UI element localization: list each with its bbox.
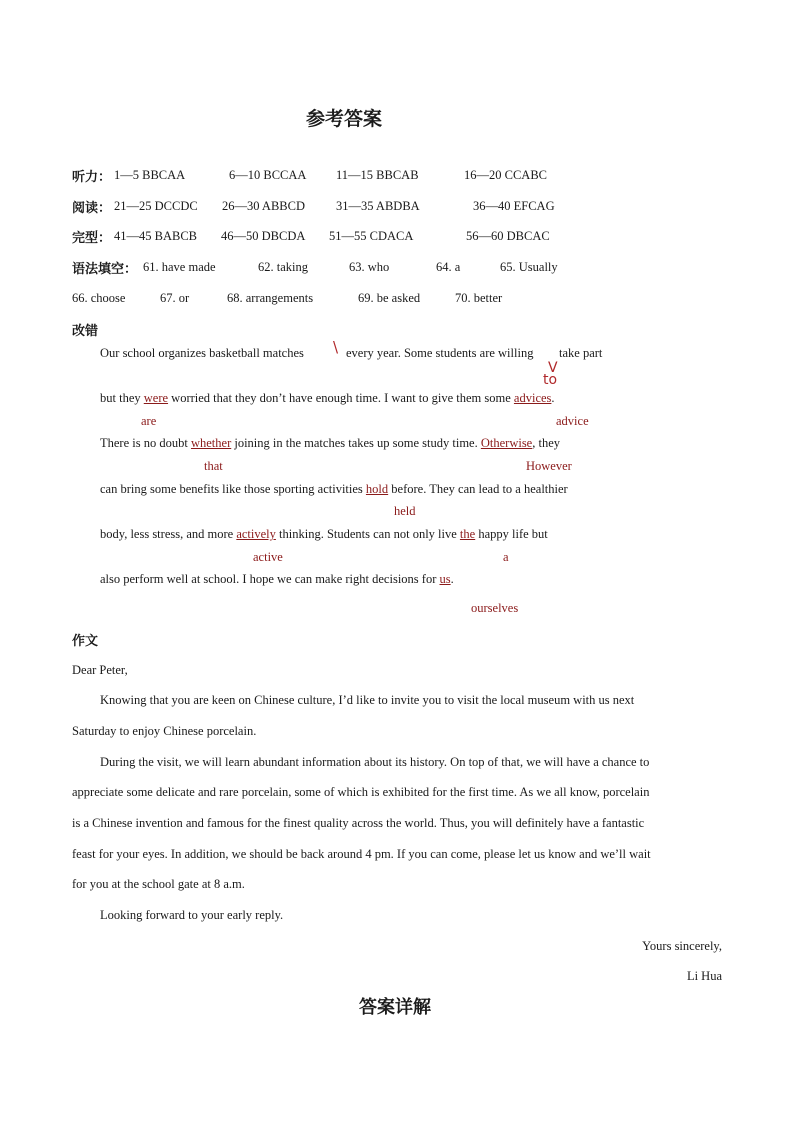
grammar-item: 70. better <box>455 291 503 305</box>
correction-word: are <box>141 414 157 428</box>
correction-line-text: . <box>551 391 555 405</box>
correction-line-text: body, less stress, and more <box>100 527 234 541</box>
section-title: 答案详解 <box>359 997 431 1018</box>
correction-line-text: thinking. Students can not only live <box>279 527 457 541</box>
correction-word: active <box>253 550 283 564</box>
grammar-item: 66. choose <box>72 291 126 305</box>
error-word: hold <box>365 482 389 496</box>
grammar-item: 64. a <box>436 260 461 274</box>
correction-line-text: before. They can lead to a healthier <box>391 482 568 496</box>
cloze-label: 完型： <box>72 231 112 246</box>
correction-word: that <box>204 459 223 473</box>
grammar-item: 69. be asked <box>358 291 421 305</box>
correction-heading: 改错 <box>72 324 99 339</box>
essay-line: feast for your eyes. In addition, we should be back around 4 pm. If you can come, please let us know and we’ll wait <box>72 847 651 861</box>
error-word: advices <box>513 391 552 405</box>
grammar-item: 61. have made <box>143 260 216 274</box>
correction-line-6 <box>100 572 454 587</box>
listening-group: 16—20 CCABC <box>464 168 548 182</box>
essay-line: for you at the school gate at 8 a.m. <box>72 877 245 891</box>
essay-line: During the visit, we will learn abundant information about its history. On top of that, we will have a chance to <box>100 755 650 769</box>
cloze-group: 51—55 CDACA <box>329 229 414 243</box>
grammar-item: 63. who <box>349 260 390 274</box>
correction-line-text: can bring some benefits like those sporting activities <box>100 482 363 496</box>
essay-line: Saturday to enjoy Chinese porcelain. <box>72 724 257 738</box>
correction-line-text: worried that they don’t have enough time. I want to give them some <box>171 391 511 405</box>
essay-closing: Yours sincerely, <box>642 939 722 953</box>
grammar-item: 62. taking <box>258 260 308 274</box>
delete-mark: \ <box>333 338 339 356</box>
reading-group: 26—30 ABBCD <box>222 199 306 213</box>
correction-line-text: Our school organizes basketball matches <box>100 346 304 360</box>
grammar-item: 65. Usually <box>500 260 558 274</box>
correction-line-4 <box>100 482 568 497</box>
page-title: 参考答案 <box>306 108 383 130</box>
correction-word: ourselves <box>471 601 519 615</box>
correction-line-text: but they <box>100 391 141 405</box>
error-word: actively <box>236 527 276 541</box>
cloze-group: 41—45 BABCB <box>114 229 198 243</box>
reading-group: 21—25 DCCDC <box>114 199 198 213</box>
reading-label: 阅读： <box>72 201 112 216</box>
grammar-item: 67. or <box>160 291 190 305</box>
insert-mark: V <box>548 360 558 376</box>
listening-label: 听力： <box>72 170 112 185</box>
correction-line-text: There is no doubt <box>100 436 188 450</box>
cloze-group: 46—50 DBCDA <box>221 229 306 243</box>
error-word: were <box>143 391 169 405</box>
listening-group: 11—15 BBCAB <box>336 168 419 182</box>
correction-line-2 <box>100 391 555 406</box>
correction-line-3 <box>100 436 560 451</box>
correction-word: However <box>526 459 572 473</box>
grammar-item: 68. arrangements <box>227 291 314 305</box>
listening-row <box>72 166 111 185</box>
correction-insert-to: to <box>543 372 558 388</box>
correction-line-text: take part <box>559 346 603 360</box>
correction-line-text: joining in the matches takes up some study time. <box>234 436 478 450</box>
error-word: Otherwise <box>480 436 533 450</box>
error-word: whether <box>190 436 232 450</box>
error-word: the <box>459 527 476 541</box>
correction-line-text: , they <box>532 436 561 450</box>
correction-line-text: also perform well at school. I hope we can make right decisions for <box>100 572 437 586</box>
essay-line: Looking forward to your early reply. <box>100 908 284 922</box>
essay-salutation: Dear Peter, <box>72 663 128 677</box>
essay-line: is a Chinese invention and famous for the finest quality across the world. Thus, you will definitely have a fantastic <box>72 816 645 830</box>
cloze-group: 56—60 DBCAC <box>466 229 550 243</box>
listening-group: 1—5 BBCAA <box>114 168 186 182</box>
correction-word: held <box>394 504 416 518</box>
essay-heading: 作文 <box>72 634 99 649</box>
correction-word: advice <box>556 414 589 428</box>
correction-line-text: every year. Some students are willing <box>346 346 534 360</box>
essay-line: appreciate some delicate and rare porcelain, some of which is exhibited for the first time. As we all know, porcelain <box>72 785 650 799</box>
error-word: us <box>439 572 451 586</box>
essay-signature: Li Hua <box>686 969 722 983</box>
grammar-label: 语法填空： <box>72 262 138 277</box>
correction-line-text: happy life but <box>478 527 548 541</box>
listening-group: 6—10 BCCAA <box>229 168 307 182</box>
correction-line-text: . <box>450 572 454 586</box>
reading-group: 31—35 ABDBA <box>336 199 420 213</box>
correction-line-5 <box>100 527 548 542</box>
essay-line: Knowing that you are keen on Chinese culture, I’d like to invite you to visit the local museum with us next <box>100 693 635 707</box>
correction-word: a <box>503 550 509 564</box>
reading-group: 36—40 EFCAG <box>473 199 555 213</box>
